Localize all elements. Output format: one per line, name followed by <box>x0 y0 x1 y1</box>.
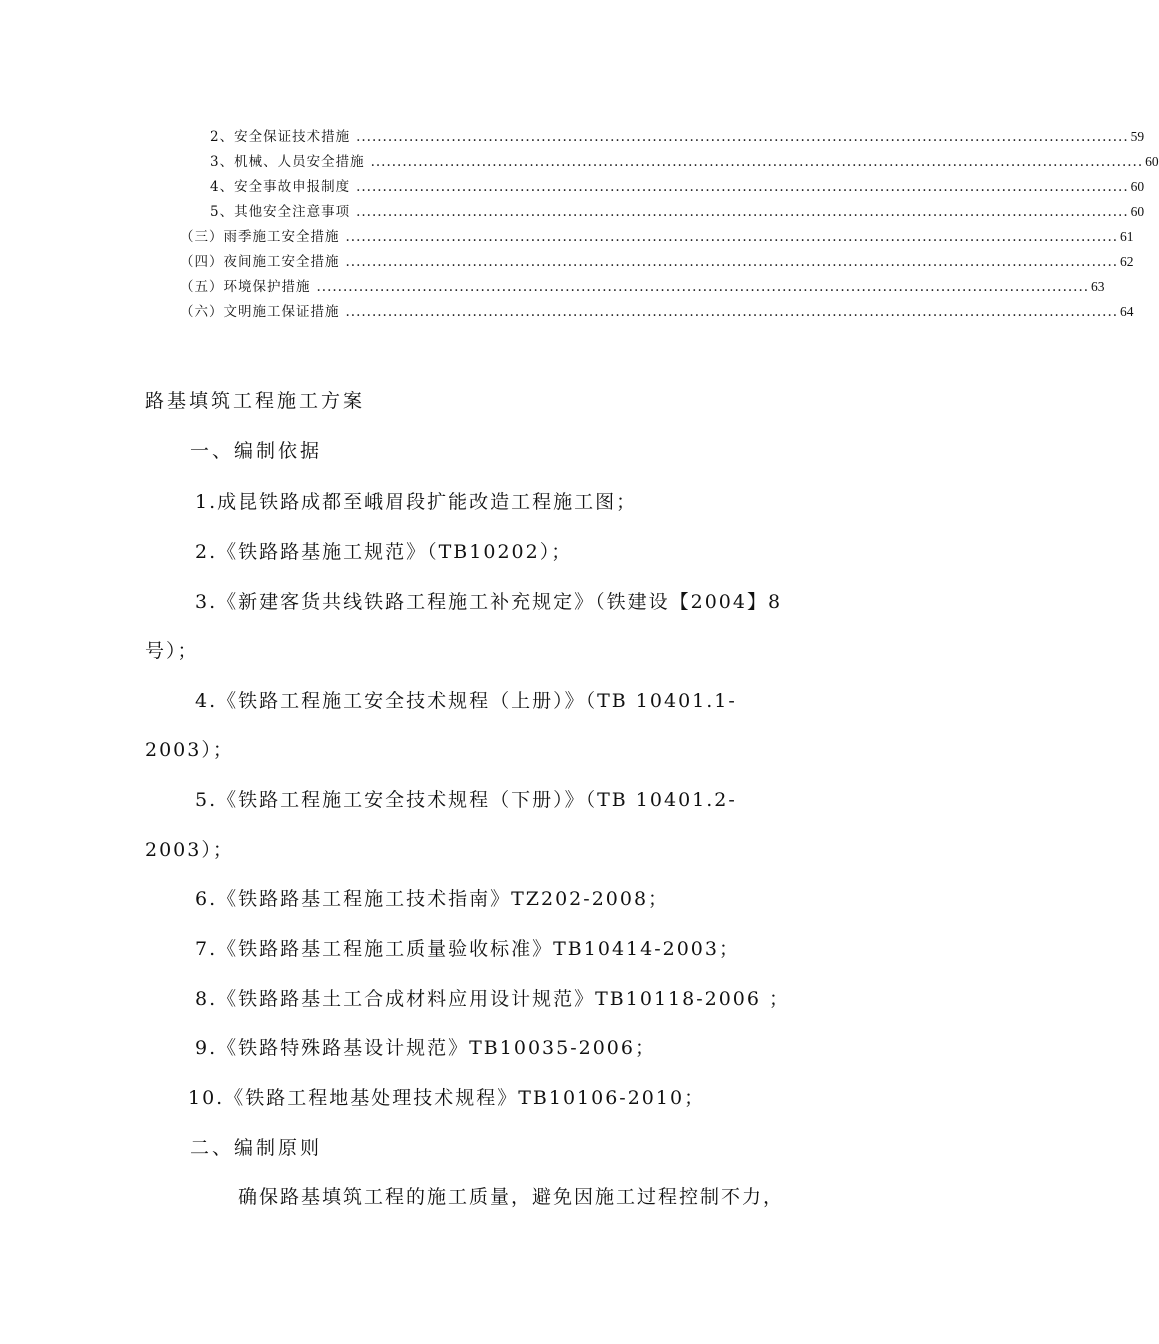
reference-item-4: 4.《铁路工程施工安全技术规程（上册）》（TB 10401.1- <box>195 690 737 712</box>
toc-entry[interactable] <box>210 203 1145 221</box>
toc-entry-label: 5、其他安全注意事项 <box>210 204 351 220</box>
toc-leader-dots: .................................................................................................................................................. <box>345 229 1119 245</box>
toc-entry-page: 60 <box>1130 179 1145 194</box>
reference-item-5: 5.《铁路工程施工安全技术规程（下册）》（TB 10401.2- <box>195 789 737 811</box>
toc-entry-page: 60 <box>1145 154 1159 169</box>
reference-item-2: 2.《铁路路基施工规范》（TB10202）； <box>195 541 573 563</box>
section-heading-basis: 一、编制依据 <box>190 440 323 462</box>
toc-entry[interactable] <box>180 253 1134 271</box>
toc-entry-label: （五）环境保护措施 <box>180 279 311 295</box>
reference-item-9: 9.《铁路特殊路基设计规范》TB10035-2006； <box>195 1037 656 1059</box>
toc-entry-label: 3、机械、人员安全措施 <box>210 154 365 170</box>
toc-entry-page: 60 <box>1130 204 1145 219</box>
section-heading-principles: 二、编制原则 <box>190 1137 323 1159</box>
toc-leader-dots: .................................................................................................................................................. <box>345 304 1119 320</box>
toc-leader-dots: .................................................................................................................................................. <box>356 204 1129 220</box>
toc-entry-label: （六）文明施工保证措施 <box>180 304 340 320</box>
toc-entry-page: 59 <box>1130 129 1145 144</box>
toc-leader-dots: .................................................................................................................................................. <box>345 254 1119 270</box>
body-paragraph: 确保路基填筑工程的施工质量，避免因施工过程控制不力， <box>238 1186 785 1208</box>
reference-item-5-cont: 2003）； <box>145 839 234 861</box>
document-title: 路基填筑工程施工方案 <box>145 390 366 412</box>
toc-leader-dots: .................................................................................................................................................. <box>356 179 1129 195</box>
toc-entry-label: （四）夜间施工安全措施 <box>180 254 340 270</box>
toc-leader-dots: .................................................................................................................................................. <box>316 279 1090 295</box>
reference-item-4-cont: 2003）； <box>145 739 234 761</box>
toc-entry[interactable] <box>180 228 1134 246</box>
toc-entry-label: 2、安全保证技术措施 <box>210 129 351 145</box>
toc-entry[interactable] <box>210 153 1159 171</box>
toc-entry-page: 64 <box>1120 304 1134 319</box>
reference-item-6: 6.《铁路路基工程施工技术指南》TZ202-2008； <box>195 888 670 910</box>
toc-entry-page: 63 <box>1091 279 1105 294</box>
reference-item-10: 10.《铁路工程地基处理技术规程》TB10106-2010； <box>188 1087 706 1109</box>
reference-item-1: 1.成昆铁路成都至峨眉段扩能改造工程施工图； <box>195 491 638 513</box>
toc-entry[interactable] <box>210 178 1145 196</box>
toc-entry[interactable] <box>180 278 1105 296</box>
toc-leader-dots: .................................................................................................................................................. <box>356 129 1129 145</box>
reference-item-8: 8.《铁路路基土工合成材料应用设计规范》TB10118-2006 ； <box>195 988 791 1010</box>
toc-entry[interactable] <box>210 128 1145 146</box>
reference-item-3-cont: 号）； <box>145 640 199 662</box>
reference-item-7: 7.《铁路路基工程施工质量验收标准》TB10414-2003； <box>195 938 740 960</box>
reference-item-3: 3.《新建客货共线铁路工程施工补充规定》（铁建设【2004】8 <box>195 591 783 613</box>
toc-entry-label: 4、安全事故申报制度 <box>210 179 351 195</box>
toc-leader-dots: .................................................................................................................................................. <box>370 154 1144 170</box>
toc-entry-label: （三）雨季施工安全措施 <box>180 229 340 245</box>
toc-entry-page: 61 <box>1120 229 1134 244</box>
toc-entry[interactable] <box>180 303 1134 321</box>
toc-entry-page: 62 <box>1120 254 1134 269</box>
